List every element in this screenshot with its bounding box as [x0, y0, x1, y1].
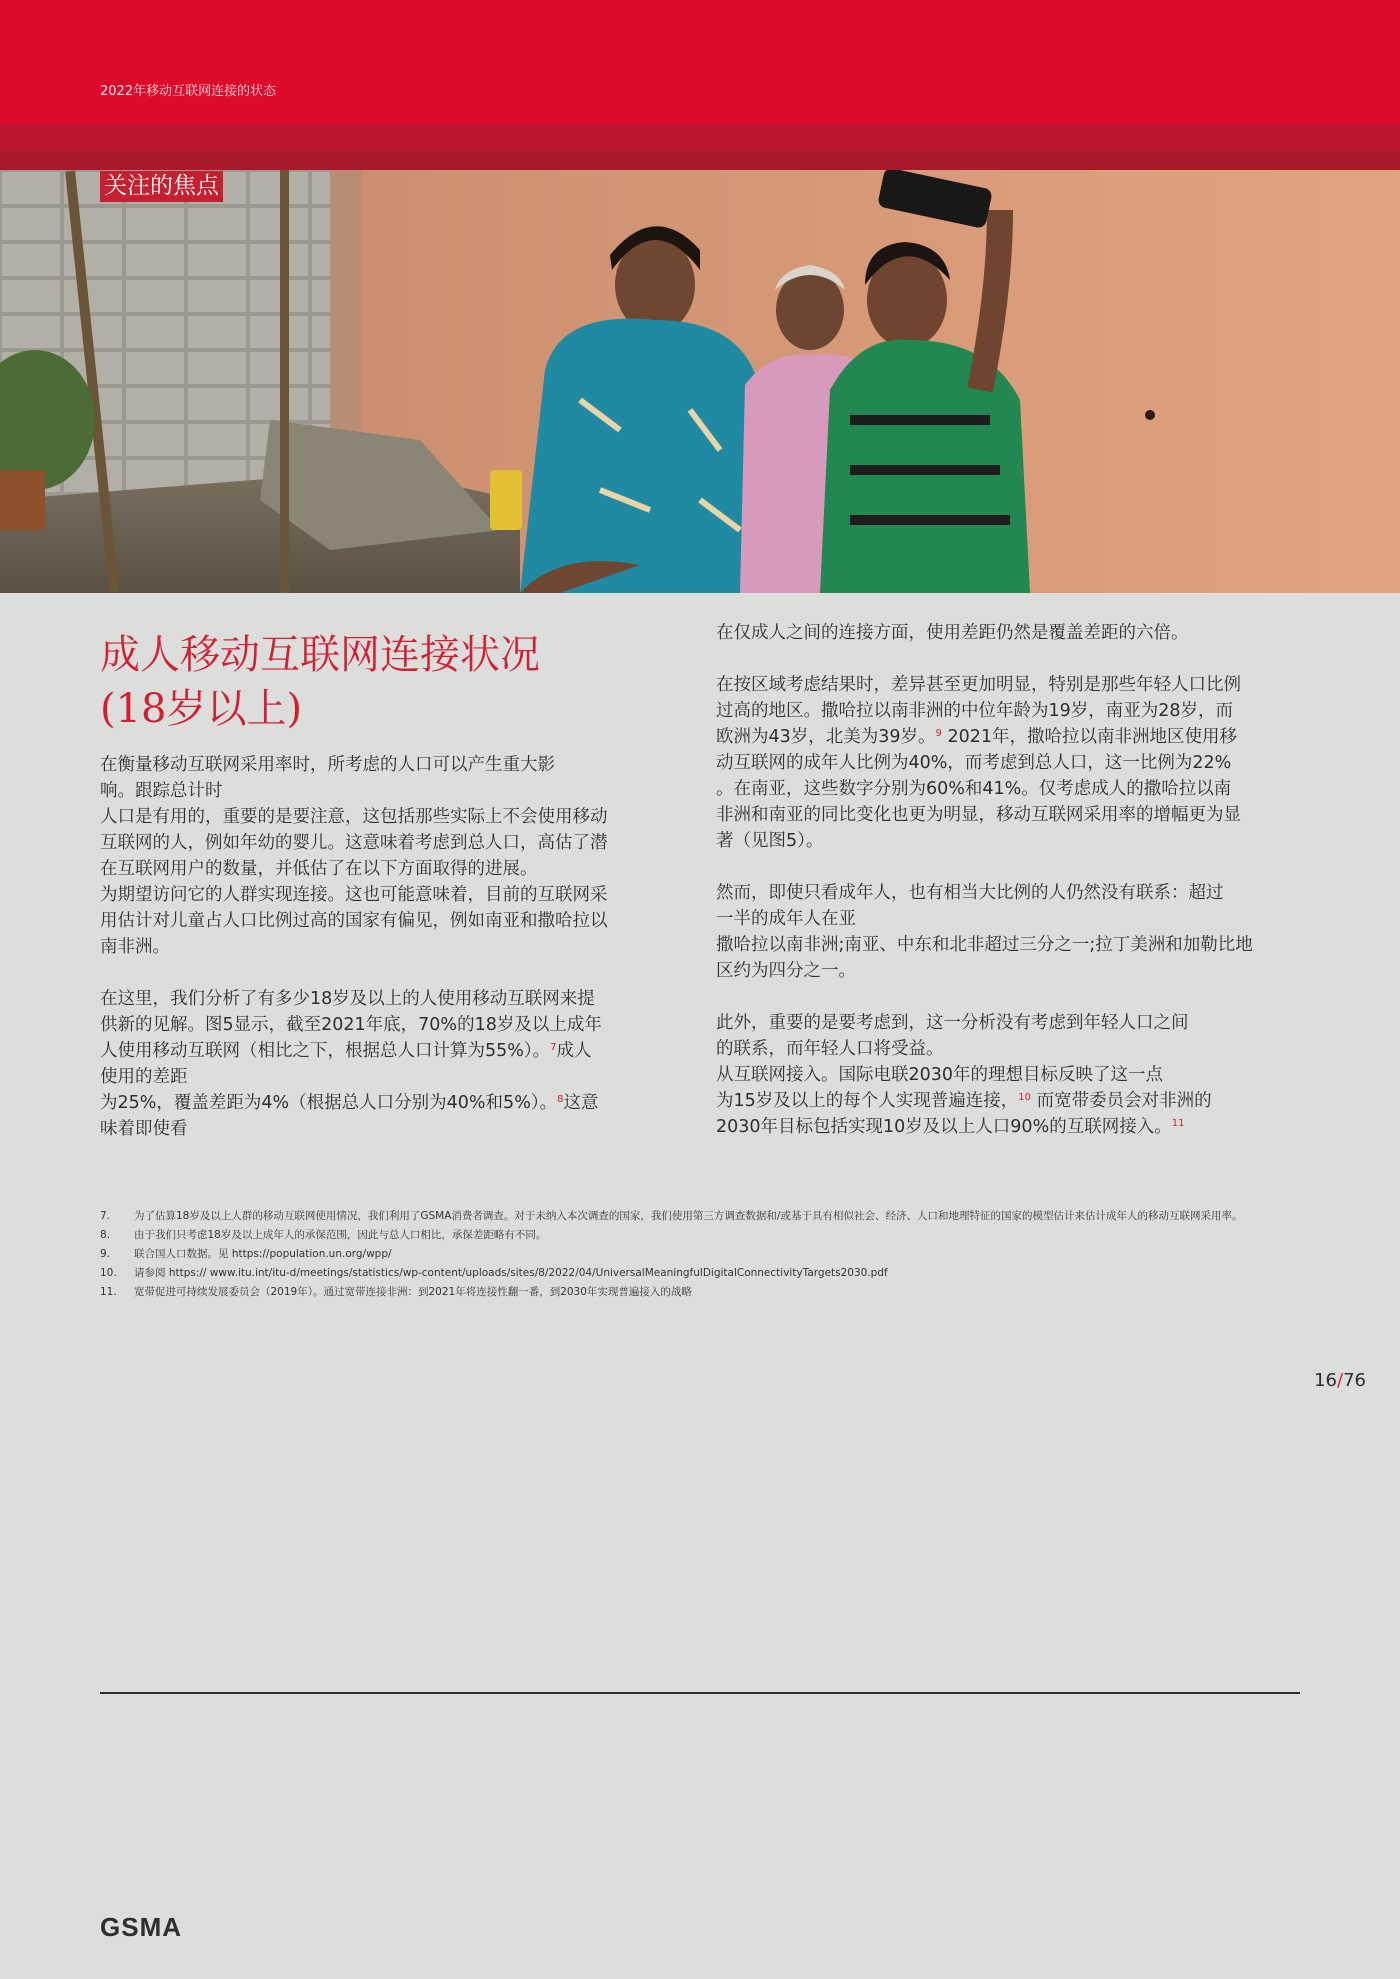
footnote-ref[interactable]: 11: [1171, 1118, 1185, 1129]
body-line: 区约为四分之一。: [716, 961, 856, 981]
footnote-ref[interactable]: 10: [1018, 1092, 1032, 1103]
footnote-number: 10.: [100, 1267, 117, 1279]
page-current: 16: [1314, 1370, 1338, 1391]
body-line: [716, 1114, 1306, 1140]
footnote-ref[interactable]: 9: [935, 728, 942, 739]
body-line: 动互联网的成年人比例为40%，而考虑到总人口，这一比例为22%: [716, 753, 1232, 773]
header-stripe-dark: [0, 151, 1400, 170]
body-line: 在衡量移动互联网采用率时，所考虑的人口可以产生重大影: [100, 755, 555, 775]
body-line: 的联系，而年轻人口将受益。: [716, 1039, 944, 1059]
focus-label: 关注的焦点: [100, 171, 223, 202]
footnote-item: [100, 1248, 1280, 1261]
body-line: 从互联网接入。国际电联2030年的理想目标反映了这一点: [716, 1065, 1164, 1085]
page-separator: /: [1337, 1370, 1344, 1391]
gsma-logo-text: GSMA: [100, 1915, 182, 1939]
footnote-text: 宽带促进可持续发展委员会（2019年）。通过宽带连接非洲：到2021年将连接性翻一番，到2030年实现普遍接入的战略: [134, 1286, 692, 1298]
body-line: 互联网的人，例如年幼的婴儿。这意味着考虑到总人口，高估了潜: [100, 833, 608, 853]
footnote-item: [100, 1229, 1280, 1242]
body-line: 一半的成年人在亚: [716, 909, 856, 929]
footnote-number: 9.: [100, 1248, 111, 1260]
body-line: 人口是有用的，重要的是要注意，这包括那些实际上不会使用移动: [100, 807, 608, 827]
section-heading: [100, 628, 660, 736]
body-text: 欧洲为43岁，北美为39岁。: [716, 727, 936, 747]
body-line: 用估计对儿童占人口比例过高的国家有偏见，例如南亚和撒哈拉以: [100, 911, 608, 931]
body-line: 响。跟踪总计时: [100, 781, 223, 801]
header-stripe: [0, 124, 1400, 151]
body-text: 为25%，覆盖差距为4%（根据总人口分别为40%和5%）。: [100, 1093, 558, 1113]
body-line: 过高的地区。撒哈拉以南非洲的中位年龄为19岁，南亚为28岁，而: [716, 701, 1234, 721]
body-text: 这意: [563, 1093, 599, 1113]
body-line: 此外，重要的是要考虑到，这一分析没有考虑到年轻人口之间: [716, 1013, 1189, 1033]
page-number: [1314, 1370, 1366, 1391]
photo-illustration: [0, 170, 1400, 593]
header-band: [0, 0, 1400, 124]
footnote-item: [100, 1210, 1280, 1223]
left-column-text: [100, 752, 676, 1142]
paragraph-gap: [100, 960, 676, 986]
body-line: 在这里，我们分析了有多少18岁及以上的人使用移动互联网来提: [100, 989, 595, 1009]
body-line: 撒哈拉以南非洲;南亚、中东和北非超过三分之一;拉丁美洲和加勒比地: [716, 935, 1253, 955]
heading-line-2: (18岁以上): [100, 686, 303, 732]
body-line: [100, 1090, 676, 1116]
body-line: 味着即使看: [100, 1119, 188, 1139]
right-column-text: [716, 620, 1306, 1140]
body-line: 在仅成人之间的连接方面，使用差距仍然是覆盖差距的六倍。: [716, 623, 1189, 643]
body-text: 人使用移动互联网（相比之下，根据总人口计算为55%）。: [100, 1041, 551, 1061]
footnote-item: [100, 1286, 1280, 1299]
footnote-text: 联合国人口数据。见 https://population.un.org/wpp/: [134, 1248, 392, 1260]
body-line: 然而，即使只看成年人，也有相当大比例的人仍然没有联系：超过: [716, 883, 1224, 903]
body-line: [716, 724, 1306, 750]
footnote-text: 由于我们只考虑18岁及以上成年人的承保范围，因此与总人口相比，承保差距略有不同。: [134, 1229, 547, 1241]
footnote-ref[interactable]: 7: [550, 1042, 557, 1053]
body-line: 在互联网用户的数量，并低估了在以下方面取得的进展。: [100, 859, 538, 879]
heading-line-1: 成人移动互联网连接状况: [100, 632, 540, 678]
bottom-rule: [100, 1692, 1300, 1694]
paragraph-gap: [716, 854, 1306, 880]
body-line: [100, 1038, 676, 1064]
body-text: 成人: [556, 1041, 592, 1061]
body-line: [716, 1088, 1306, 1114]
body-text: 2021年，撒哈拉以南非洲地区使用移: [941, 727, 1238, 747]
footnote-number: 7.: [100, 1210, 111, 1222]
paragraph-gap: [716, 984, 1306, 1010]
report-title: 2022年移动互联网连接的状态: [100, 84, 277, 99]
hero-photo: [0, 170, 1400, 593]
footnote-ref[interactable]: 8: [557, 1094, 564, 1105]
body-line: 使用的差距: [100, 1067, 188, 1087]
body-line: 在按区域考虑结果时，差异甚至更加明显，特别是那些年轻人口比例: [716, 675, 1241, 695]
body-text: 为15岁及以上的每个人实现普遍连接，: [716, 1091, 1019, 1111]
body-line: 供新的见解。图5显示，截至2021年底，70%的18岁及以上成年: [100, 1015, 602, 1035]
gsma-logo: [100, 1915, 236, 1939]
body-line: 为期望访问它的人群实现连接。这也可能意味着，目前的互联网采: [100, 885, 608, 905]
footnote-text: 为了估算18岁及以上人群的移动互联网使用情况，我们利用了GSMA消费者调查。对于未纳入本次调查的国家，我们使用第三方调查数据和/或基于具有相似社会、经济、人口和地理特征的国家的模型估计来估计成年人的移动互联网采用率。: [134, 1210, 1243, 1222]
body-line: 南非洲。: [100, 937, 170, 957]
body-line: 。在南亚，这些数字分别为60%和41%。仅考虑成人的撒哈拉以南: [716, 779, 1232, 799]
body-text: 而宽带委员会对非洲的: [1031, 1091, 1212, 1111]
body-text: 2030年目标包括实现10岁及以上人口90%的互联网接入。: [716, 1117, 1172, 1137]
page-total: 76: [1343, 1370, 1366, 1391]
body-line: 非洲和南亚的同比变化也更为明显，移动互联网采用率的增幅更为显: [716, 805, 1241, 825]
paragraph-gap: [716, 646, 1306, 672]
footnote-item: [100, 1267, 1280, 1280]
footnote-number: 8.: [100, 1229, 111, 1241]
footnote-text: 请参阅 https:// www.itu.int/itu-d/meetings/statistics/wp-content/uploads/sites/8/2022/04/UniversalMeaningfulDigitalConnectivityTargets2030.pdf: [134, 1267, 888, 1279]
footnotes: [100, 1210, 1280, 1305]
footnote-number: 11.: [100, 1286, 117, 1298]
body-line: 著（见图5）。: [716, 831, 824, 851]
